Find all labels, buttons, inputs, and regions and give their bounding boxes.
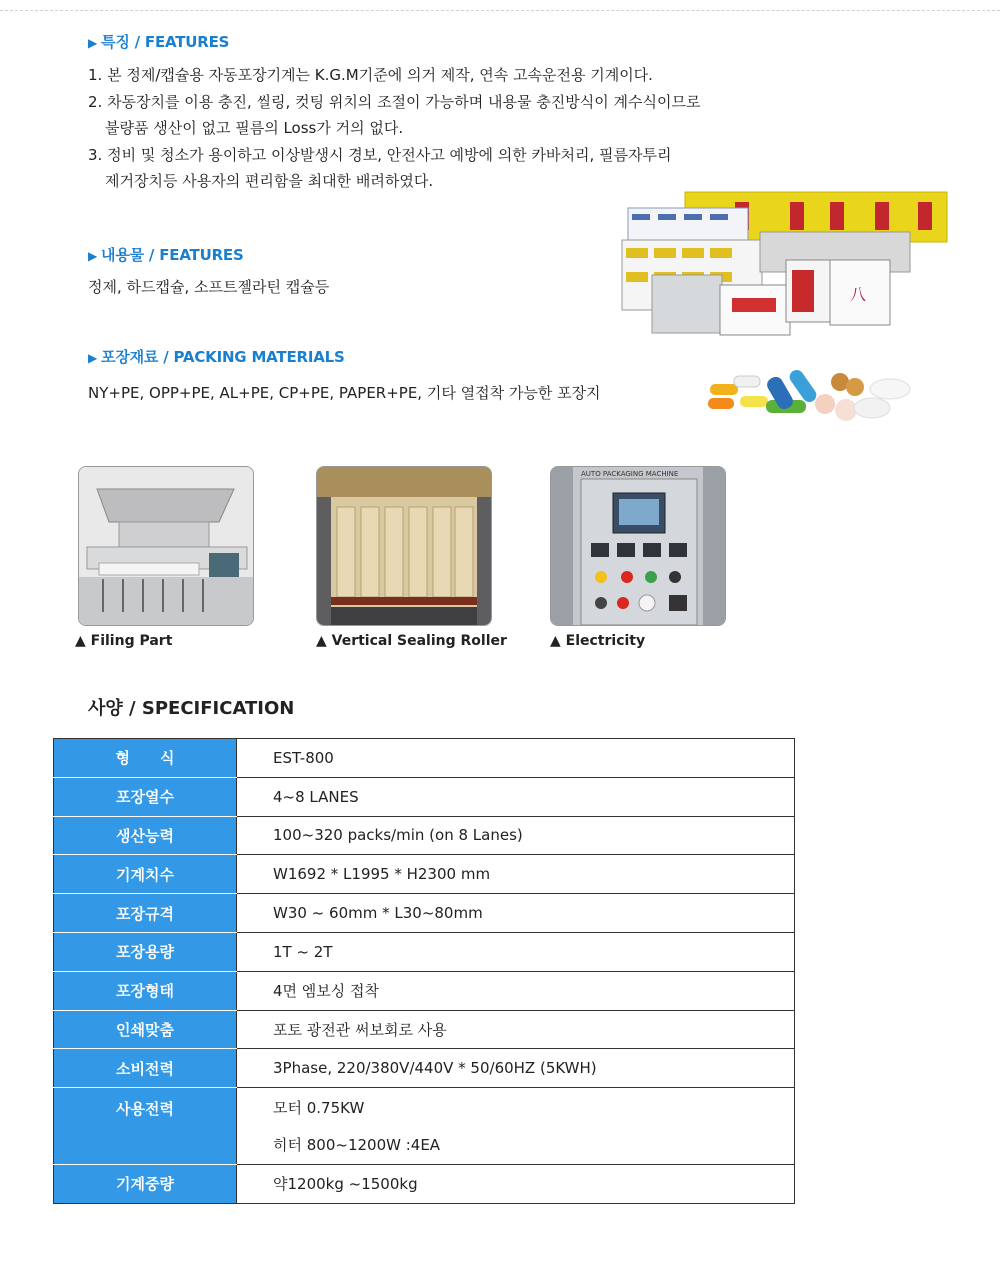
sealing-roller-caption: ▲ Vertical Sealing Roller <box>316 633 507 649</box>
electricity-caption: ▲ Electricity <box>550 633 646 649</box>
spec-key: 포장규격 <box>54 894 237 933</box>
spec-title: 사양 / SPECIFICATION <box>88 698 295 719</box>
spec-value: EST-800 <box>237 739 795 778</box>
table-row <box>54 816 795 855</box>
features-line: 2. 차동장치를 이용 충진, 씰링, 컷팅 위치의 조절이 가능하며 내용물 충진방식이 계수식이므로 <box>88 92 701 111</box>
table-row <box>54 739 795 778</box>
spec-value: 100~320 packs/min (on 8 Lanes) <box>237 816 795 855</box>
table-row <box>54 777 795 816</box>
features-line: 제거장치등 사용자의 편리함을 최대한 배려하였다. <box>105 172 434 190</box>
table-row <box>54 971 795 1010</box>
filing-part-caption: ▲ Filing Part <box>75 633 173 649</box>
spec-value: 4면 엠보싱 접착 <box>237 971 795 1010</box>
filing-part-photo <box>78 466 254 626</box>
table-row <box>54 894 795 933</box>
spec-value: 포토 광전관 써보회로 사용 <box>237 1010 795 1049</box>
contents-text: 정제, 하드캡슐, 소프트젤라틴 캡슐등 <box>88 278 330 296</box>
contents-heading <box>88 244 244 265</box>
materials-heading <box>88 346 345 367</box>
spec-value: 1T ~ 2T <box>237 932 795 971</box>
spec-key: 기계치수 <box>54 855 237 894</box>
features-line: 3. 정비 및 청소가 용이하고 이상발생시 경보, 안전사고 예방에 의한 카바처리, 필름자투리 <box>88 145 672 164</box>
contents-heading-text: 내용물 / FEATURES <box>101 246 244 264</box>
spec-table <box>53 738 795 1204</box>
spec-value: 4~8 LANES <box>237 777 795 816</box>
electricity-photo <box>550 466 726 626</box>
package-samples-image <box>620 190 950 340</box>
table-row <box>54 1049 795 1088</box>
spec-value: 3Phase, 220/380V/440V * 50/60HZ (5KWH) <box>237 1049 795 1088</box>
spec-key: 사용전력 <box>54 1088 237 1165</box>
features-heading-text: 특징 / FEATURES <box>101 33 230 51</box>
triangle-icon: ▶ <box>88 249 98 263</box>
features-heading <box>88 31 229 52</box>
panel-label: AUTO PACKAGING MACHINE <box>581 470 679 478</box>
pills-image <box>700 362 915 427</box>
features-line: 1. 본 정제/캡슐용 자동포장기계는 K.G.M기준에 의거 제작, 연속 고속운전용 기계이다. <box>88 66 653 84</box>
features-list <box>88 62 700 195</box>
spec-key: 포장용량 <box>54 932 237 971</box>
spec-key: 소비전력 <box>54 1049 237 1088</box>
table-row <box>54 855 795 894</box>
spec-value: 히터 800~1200W :4EA <box>237 1126 795 1164</box>
spec-value: 약1200kg ~1500kg <box>237 1164 795 1203</box>
triangle-icon: ▶ <box>88 36 98 50</box>
table-row <box>54 1088 795 1126</box>
spec-value: W30 ~ 60mm * L30~80mm <box>237 894 795 933</box>
table-row <box>54 1164 795 1203</box>
spec-value: W1692 * L1995 * H2300 mm <box>237 855 795 894</box>
triangle-icon: ▶ <box>88 351 98 365</box>
materials-text: NY+PE, OPP+PE, AL+PE, CP+PE, PAPER+PE, 기타 열접착 가능한 포장지 <box>88 384 601 402</box>
spec-key: 인쇄맞춤 <box>54 1010 237 1049</box>
spec-key: 생산능력 <box>54 816 237 855</box>
materials-heading-text: 포장재료 / PACKING MATERIALS <box>101 348 345 366</box>
svg-text:八: 八 <box>849 285 867 304</box>
table-row <box>54 932 795 971</box>
spec-key: 포장형태 <box>54 971 237 1010</box>
spec-key: 형 식 <box>54 739 237 778</box>
spec-value: 모터 0.75KW <box>237 1088 795 1126</box>
table-row <box>54 1010 795 1049</box>
sealing-roller-photo <box>316 466 492 626</box>
top-divider <box>0 10 1000 11</box>
spec-key: 포장열수 <box>54 777 237 816</box>
spec-key: 기계중량 <box>54 1164 237 1203</box>
features-line: 불량품 생산이 없고 필름의 Loss가 거의 없다. <box>105 119 404 137</box>
